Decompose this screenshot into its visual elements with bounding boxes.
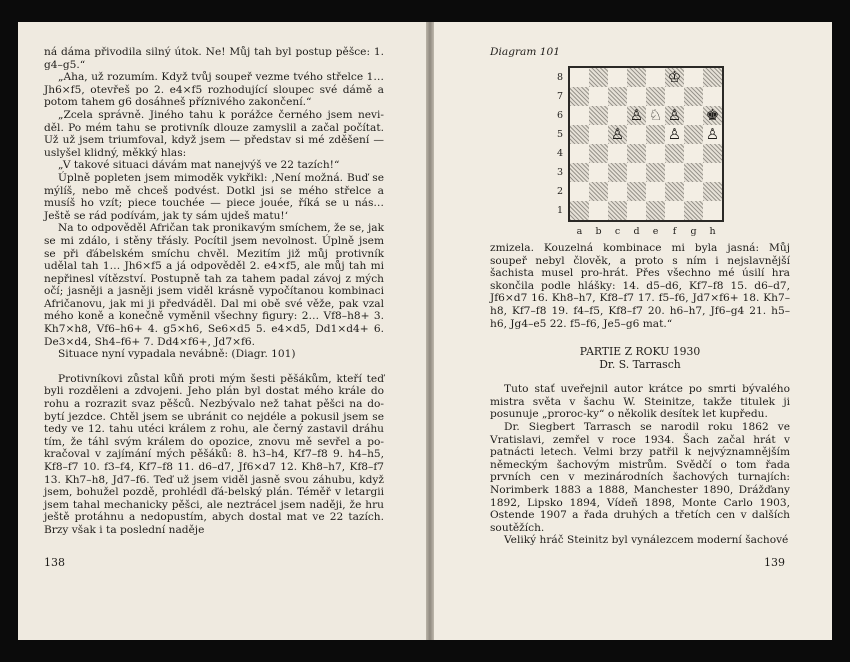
square-g6 <box>684 106 703 125</box>
chess-piece: ♘ <box>648 106 663 124</box>
right-page-section <box>490 346 790 547</box>
chess-board <box>568 66 724 222</box>
page-number: 138 <box>44 556 65 569</box>
square-h6 <box>703 106 722 125</box>
paragraph: ná dáma přivodila silný útok. Ne! Můj tah byl postup pěšce: 1. g4–g5.“ <box>44 46 384 71</box>
square-e4 <box>646 144 665 163</box>
square-f7 <box>665 87 684 106</box>
paragraph: Dr. Siegbert Tarrasch se narodil roku 1862 ve Vratislavi, zemřel v roce 1934. Šach začal hrát v patnácti letech. Velmi brzy patřil k nejvýznamnějším německým šachovým mistrům. Svědčí o tom řada prvních cen v mezinárodních šachových turnajích: Norimberk 1883 a 1888, Manchester 1890, Drážďany 1892, Lipsko 1894, Vídeň 1898, Monte Carlo 1903, Ostende 1907 a řada druhých a třetích cen v dalších soutěžích. <box>490 420 790 534</box>
chess-piece: ♙ <box>629 106 644 124</box>
square-f6 <box>665 106 684 125</box>
paragraph: Situace nyní vypadala nevábně: (Diagr. 101) <box>58 348 296 361</box>
rank-label: 4 <box>556 148 564 159</box>
square-c8 <box>608 68 627 87</box>
square-h1 <box>703 201 722 220</box>
square-c1 <box>608 201 627 220</box>
rank-label: 6 <box>556 110 564 121</box>
square-f3 <box>665 163 684 182</box>
chess-piece: ♙ <box>610 125 625 143</box>
left-page-text <box>44 46 384 537</box>
square-h5 <box>703 125 722 144</box>
section-author: Dr. S. Tarrasch <box>599 357 681 371</box>
square-b3 <box>589 163 608 182</box>
right-page-text-top <box>490 242 790 330</box>
paragraph: zmizela. Kouzelná kombinace mi byla jasná: Můj soupeř nebyl člověk, a proto s ním i nejslavnější šachista musel pro-hrát. Přes všechno mé úsilí hra skončila podle hlášky: 14. d5–d6, Kf7–f8 15. d6–d7, Jf6×d7 16. Kh8–h7, Kf8–f7 17. f5–f6, Jd7×f6+ 18. Kh7–h8, Kf7–f8 19. f4–f5, Kf8–f7 20. h6–h7, Jf6–g4 21. h5–h6, Jg4–e5 22. f5–f6, Je5–g6 mat.“ <box>490 242 790 330</box>
rank-label: 7 <box>556 91 564 102</box>
chess-piece: ♙ <box>705 125 720 143</box>
square-a7 <box>570 87 589 106</box>
file-label: a <box>576 226 583 237</box>
file-label: b <box>595 226 602 237</box>
square-f8 <box>665 68 684 87</box>
square-c5 <box>608 125 627 144</box>
square-c7 <box>608 87 627 106</box>
square-d1 <box>627 201 646 220</box>
square-d7 <box>627 87 646 106</box>
rank-label: 3 <box>556 167 564 178</box>
file-label: d <box>633 226 640 237</box>
square-c4 <box>608 144 627 163</box>
square-a5 <box>570 125 589 144</box>
square-h2 <box>703 182 722 201</box>
square-e5 <box>646 125 665 144</box>
chess-piece: ♚ <box>705 106 720 124</box>
square-b7 <box>589 87 608 106</box>
paragraph: Tuto stať uveřejnil autor krátce po smrti bývalého mistra světa v šachu W. Steinitze, takže titulek ji posunuje „proroc-ky“ o několik desítek let kupředu. <box>490 383 790 421</box>
square-g8 <box>684 68 703 87</box>
square-d8 <box>627 68 646 87</box>
square-a8 <box>570 68 589 87</box>
square-a6 <box>570 106 589 125</box>
square-f4 <box>665 144 684 163</box>
square-e2 <box>646 182 665 201</box>
square-c3 <box>608 163 627 182</box>
paragraph: „Zcela správně. Jiného tahu k porážce černého jsem nevi-děl. Po mém tahu se protivník dlouze zamyslil a začal počítat. Už už jsem triumfoval, když jsem — představ si mé zděšení — uslyšel klidný, měkký hlas: <box>44 108 384 159</box>
square-h8 <box>703 68 722 87</box>
square-c6 <box>608 106 627 125</box>
square-h3 <box>703 163 722 182</box>
chess-piece: ♙ <box>667 106 682 124</box>
square-b6 <box>589 106 608 125</box>
square-d4 <box>627 144 646 163</box>
rank-label: 1 <box>556 205 564 216</box>
square-b4 <box>589 144 608 163</box>
file-label: g <box>690 226 697 237</box>
square-b8 <box>589 68 608 87</box>
square-e3 <box>646 163 665 182</box>
paragraph: Veliký hráč Steinitz byl vynálezcem moderní šachové <box>504 534 789 547</box>
square-g1 <box>684 201 703 220</box>
square-b5 <box>589 125 608 144</box>
square-e6 <box>646 106 665 125</box>
square-g2 <box>684 182 703 201</box>
square-a2 <box>570 182 589 201</box>
square-f2 <box>665 182 684 201</box>
square-d5 <box>627 125 646 144</box>
page-number: 139 <box>764 556 785 569</box>
square-d2 <box>627 182 646 201</box>
rank-label: 5 <box>556 129 564 140</box>
diagram-label: Diagram 101 <box>490 46 560 58</box>
paragraph: „Aha, už rozumím. Když tvůj soupeř vezme tvého střelce 1… Jh6×f5, otevřeš po 2. e4×f5 rozhodující sloupec své dámě a potom tahem g6 dosáhneš příznivého zakončení.“ <box>44 71 384 109</box>
square-d6 <box>627 106 646 125</box>
file-label: h <box>709 226 716 237</box>
section-title: PARTIE Z ROKU 1930 <box>579 345 701 358</box>
paragraph: Na to odpověděl Afričan tak pronikavým smíchem, že se, jak se mi zdálo, i stěny třásly. Pocítil jsem nevolnost. Úplně jsem se při ďábelském smíchu chvěl. Mezitím již můj protivník udělal tah 1… Jh6×f5 a já odpověděl 2. e4×f5, ale můj tah mi nepřinesl vítězství. Postupně tah za tahem padal závoj z mých očí; jasněji a jasněji jsem viděl krásně vypočítanou kombinaci Afričanovu, jak mi ji předváděl. Dal mi obě své věže, pak vzal mého koně a konečně vyměnil všechny figury: 2… Vf8–h8+ 3. Kh7×h8, Vf6–h6+ 4. g5×h6, Se6×d5 5. e4×d5, Dd1×d4+ 6. De3×d4, Sh4–f6+ 7. Dd4×f6+, Jd7×f6. <box>44 222 384 348</box>
square-g5 <box>684 125 703 144</box>
square-a4 <box>570 144 589 163</box>
square-g7 <box>684 87 703 106</box>
file-label: c <box>614 226 621 237</box>
square-c2 <box>608 182 627 201</box>
square-a3 <box>570 163 589 182</box>
paragraph: Protivníkovi zůstal kůň proti mým šesti pěšákům, kteří teď byli rozděleni a zdvojeni. Jeho plán byl dostat mého krále do rohu a rozrazit svaz pěšců. Nezbývalo než tahat pěšci na do-bytí jezdce. Chtěl jsem se ubránit co nejdéle a pokusil jsem se tedy ve 12. tahu utéci králem z rohu, ale černý zastavil dráhu tím, že táhl svým králem do opozice, znovu mě sevřel a po-kračoval v zajímání mých pěšáků: 8. h3–h4, Kf7–f8 9. h4–h5, Kf8–f7 10. f3–f4, Kf7–f8 11. d6–d7, Jf6×d7 12. Kh8–h7, Kf8–f7 13. Kh7–h8, Jd7–f6. Teď už jsem viděl jasně svou záhubu, když jsem, bohužel pozdě, prohlédl ďá-belský plán. Téměř v letargii jsem tahal mechanicky pěšci, ale neztrácel jsem naději, že hru ještě protáhnu a nedopustím, abych dostal mat ve 22 tazích. Brzy však i ta poslední naděje <box>44 372 384 536</box>
square-h4 <box>703 144 722 163</box>
file-label: e <box>652 226 659 237</box>
square-e8 <box>646 68 665 87</box>
square-d3 <box>627 163 646 182</box>
square-h7 <box>703 87 722 106</box>
square-b1 <box>589 201 608 220</box>
chess-piece: ♔ <box>667 68 682 86</box>
paragraph: „V takové situaci dávám mat nanejvýš ve 22 tazích!“ <box>58 159 340 172</box>
file-label: f <box>672 226 677 237</box>
square-f1 <box>665 201 684 220</box>
paragraph: Úplně popleten jsem mimoděk vykřikl: ‚Není možná. Buď se mýlíš, nebo mě chceš podvést. Dotkl jsi se mého střelce a musíš ho vzít; piece touchée — piece jouée, říká se u nás… Ještě se rád podívám, jak ty sám ujdeš matu!‘ <box>44 171 384 222</box>
square-e1 <box>646 201 665 220</box>
square-f5 <box>665 125 684 144</box>
chess-piece: ♙ <box>667 125 682 143</box>
rank-label: 2 <box>556 186 564 197</box>
square-a1 <box>570 201 589 220</box>
square-g3 <box>684 163 703 182</box>
square-b2 <box>589 182 608 201</box>
square-g4 <box>684 144 703 163</box>
rank-label: 8 <box>556 72 564 83</box>
square-e7 <box>646 87 665 106</box>
